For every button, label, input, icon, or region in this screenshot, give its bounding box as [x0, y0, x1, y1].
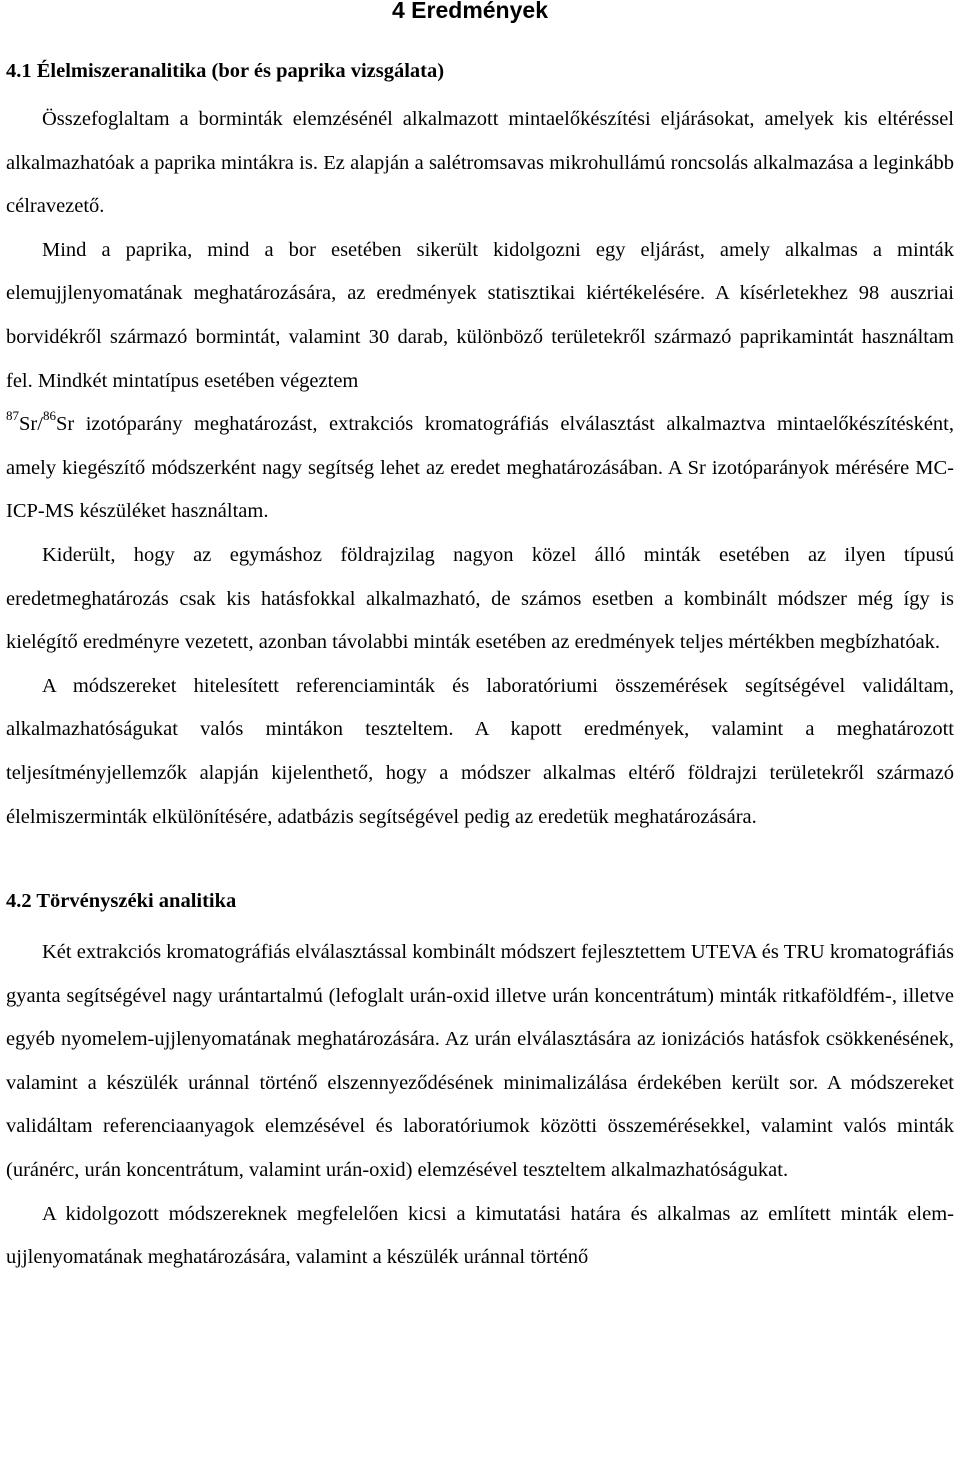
paragraph-2: [6, 229, 954, 534]
paragraph-3: Kiderült, hogy az egymáshoz földrajzilag nagyon közel álló minták esetében az ilyen típusú eredetmeghatározás csak kis hatásfokkal alkalmazható, de számos esetben a kombinált módszer még így is kielégítő eredményre vezetett, azonban távolabbi minták esetében az eredmények teljes mértékben megbízhatóak.: [6, 543, 954, 654]
document-body: [6, 53, 954, 1280]
section-title-4-2: 4.2 Törvényszéki analitika: [6, 890, 237, 913]
section-title-4-1: 4.1 Élelmiszeranalitika (bor és paprika vizsgálata): [6, 60, 445, 82]
paragraph-2-text-b: Sr/: [19, 413, 43, 436]
paragraph-1: Összefoglaltam a borminták elemzésénél alkalmazott mintaelőkészítési eljárásokat, amelyek kis eltéréssel alkalmazhatóak a paprika mintákra is. Ez alapján a salétromsavas mikrohullámú roncsolás alkalmazása a leginkább célravezető.: [6, 108, 954, 218]
paragraph-2-text-a: Mind a paprika, mind a bor esetében sikerült kidolgozni egy eljárást, amely alkalmas a minták elemujjlenyomatának meghatározására, az eredmények statisztikai kiértékelésére. A kísérletekhez 98 auszriai borvidékről származó bormintát, valamint 30 darab, különböző területekről származó paprikamintát használtam fel. Mindkét mintatípus esetében végeztem: [6, 238, 954, 392]
paragraph-6: A kidolgozott módszereknek megfelelően kicsi a kimutatási határa és alkalmas az említett minták elem-ujjlenyomatának meghatározására, valamint a készülék uránnal történő: [6, 1202, 954, 1269]
isotope-87-superscript: 87: [6, 408, 19, 424]
chapter-title: 4 Eredmények: [392, 0, 548, 23]
isotope-86-superscript: 86: [42, 408, 56, 424]
paragraph-5: Két extrakciós kromatográfiás elválasztással kombinált módszert fejlesztettem UTEVA és TRU kromatográfiás gyanta segítségével nagy urántartalmú (lefoglalt urán-oxid illetve urán koncentrátum) minták ritkaföldfém-, illetve egyéb nyomelem-ujjlenyomatának meghatározására. Az urán elválasztására az ionizációs hatásfok csökkenésének, valamint a készülék uránnal történő elszennyeződésének minimalizálása érdekében került sor. A módszereket validáltam referenciaanyagok elemzésével és laboratóriumok közötti összemérésekkel, valamint valós minták (uránérc, urán koncentrátum, valamint urán-oxid) elemzésével teszteltem alkalmazhatóságukat.: [6, 941, 954, 1182]
paragraph-2-text-c: Sr izotóparány meghatározást, extrakciós kromatográfiás elválasztást alkalmaztva mintaelőkészítésként, amely kiegészítő módszerként nagy segítség lehet az eredet meghatározásában. A Sr izotóparányok mérésére MC-ICP-MS készüléket használtam.: [6, 413, 954, 523]
paragraph-4: A módszereket hitelesített referenciaminták és laboratóriumi összemérések segítségével validáltam, alkalmazhatóságukat valós mintákon teszteltem. A kapott eredmények, valamint a meghatározott teljesítményjellemzők alapján kijelenthető, hogy a módszer alkalmas eltérő földrajzi területekről származó élelmiszerminták elkülönítésére, adatbázis segítségével pedig az eredetük meghatározására.: [6, 674, 954, 828]
